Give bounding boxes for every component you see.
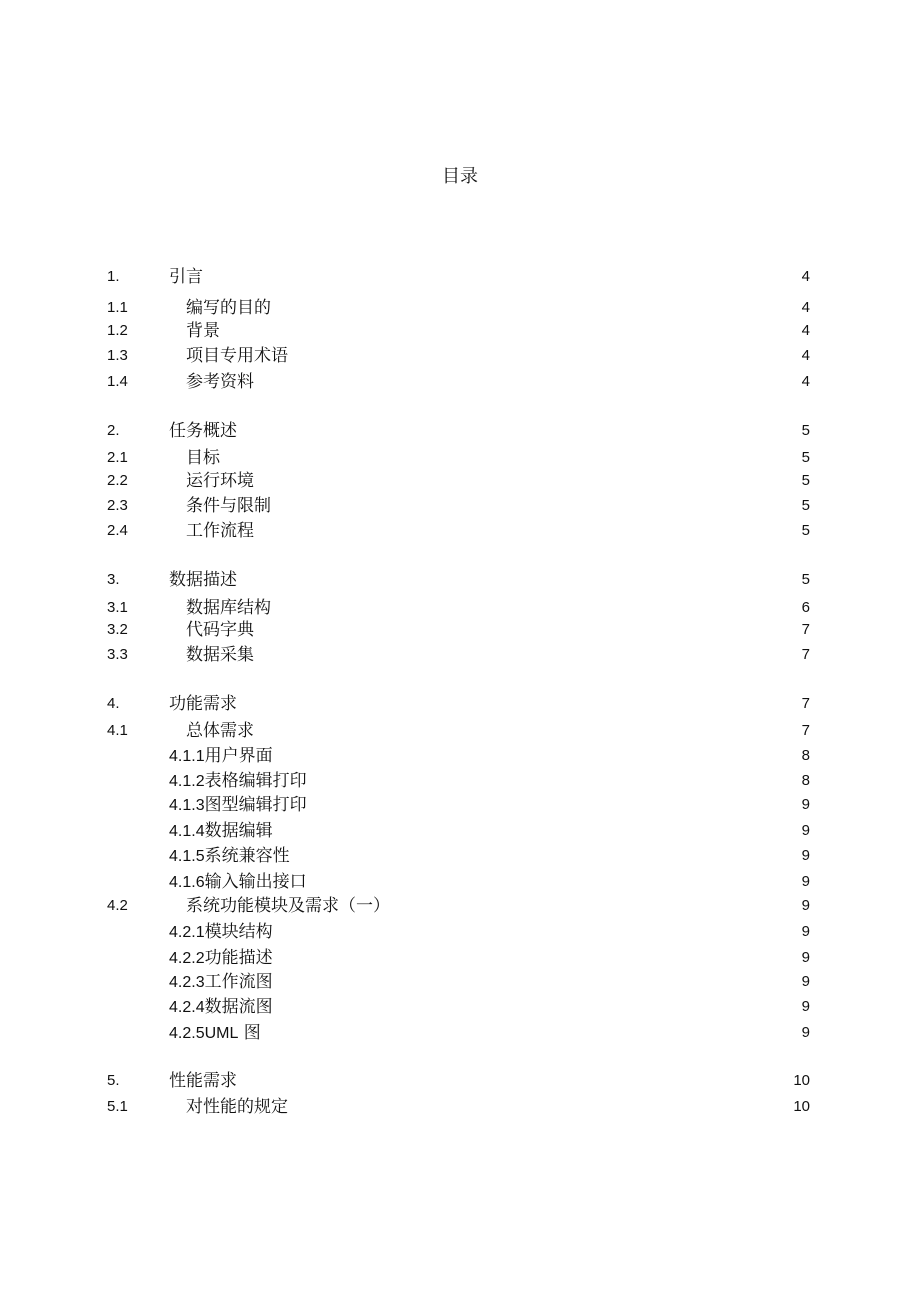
toc-entry[interactable] — [0, 266, 920, 288]
toc-entry[interactable] — [0, 895, 920, 917]
toc-entry-title — [186, 371, 254, 393]
toc-entry[interactable] — [0, 971, 920, 993]
toc-entry-title — [186, 345, 288, 367]
toc-entry-text: 模块结构 — [204, 922, 273, 942]
toc-entry-title — [169, 420, 237, 442]
toc-entry-code: 4.2.3 — [169, 974, 205, 991]
toc-entry-title — [169, 971, 273, 994]
toc-entry-title — [186, 520, 254, 542]
toc-entry-text: 工作流图 — [204, 972, 273, 992]
toc-entry-page: 9 — [801, 1024, 810, 1041]
toc-entry-number: 3.3 — [107, 646, 128, 663]
toc-entry-title — [186, 447, 220, 469]
toc-entry-title — [186, 895, 390, 917]
toc-entry-page: 9 — [801, 949, 810, 966]
toc-entry[interactable] — [0, 871, 920, 893]
toc-entry-title — [186, 720, 254, 742]
toc-entry[interactable] — [0, 693, 920, 715]
toc-entry[interactable] — [0, 720, 920, 742]
toc-entry-number: 2.1 — [107, 449, 128, 466]
toc-entry[interactable] — [0, 619, 920, 641]
toc-entry-text: 背景 — [186, 321, 220, 341]
toc-entry-page: 9 — [801, 873, 810, 890]
toc-entry-number: 1.1 — [107, 299, 128, 316]
toc-entry[interactable] — [0, 921, 920, 943]
toc-entry-page: 5 — [801, 497, 810, 514]
toc-entry-title — [169, 569, 237, 591]
toc-entry-code: 4.2.4 — [169, 999, 205, 1016]
toc-entry-number: 2. — [107, 422, 120, 439]
toc-entry-code: 4.1.1 — [169, 748, 205, 765]
toc-entry-page: 9 — [801, 897, 810, 914]
toc-entry-title — [169, 1070, 237, 1092]
toc-entry-title — [169, 947, 273, 970]
toc-entry-page: 4 — [801, 347, 810, 364]
toc-entry-title — [186, 320, 220, 342]
toc-entry-text: 功能描述 — [204, 948, 273, 968]
toc-entry-page: 9 — [801, 998, 810, 1015]
toc-entry-number: 3. — [107, 571, 120, 588]
toc-entry-page: 4 — [801, 268, 810, 285]
toc-entry-title — [169, 693, 237, 715]
toc-entry[interactable] — [0, 947, 920, 969]
toc-entry-page: 4 — [801, 299, 810, 316]
toc-entry-number: 3.1 — [107, 599, 128, 616]
toc-entry-text: 工作流程 — [186, 521, 254, 541]
toc-entry[interactable] — [0, 820, 920, 842]
toc-entry-number: 1.3 — [107, 347, 128, 364]
toc-entry-text: 数据库结构 — [186, 598, 271, 618]
toc-entry-title — [169, 1022, 261, 1045]
toc-entry[interactable] — [0, 495, 920, 517]
toc-entry-title — [169, 845, 290, 868]
toc-entry-text: 系统兼容性 — [204, 846, 290, 866]
toc-entry-title — [186, 1096, 288, 1118]
toc-entry[interactable] — [0, 420, 920, 442]
toc-entry-number: 2.4 — [107, 522, 128, 539]
toc-entry-title — [186, 495, 271, 517]
toc-entry-title — [186, 597, 271, 619]
toc-entry[interactable] — [0, 644, 920, 666]
toc-entry-page: 5 — [801, 571, 810, 588]
toc-entry[interactable] — [0, 770, 920, 792]
toc-entry-number: 4.2 — [107, 897, 128, 914]
toc-entry-text: 编写的目的 — [186, 298, 271, 318]
toc-entry[interactable] — [0, 470, 920, 492]
toc-entry-number: 2.3 — [107, 497, 128, 514]
toc-entry-page: 10 — [793, 1098, 810, 1115]
toc-entry-title — [186, 619, 254, 641]
toc-entry[interactable] — [0, 794, 920, 816]
toc-title: 目录 — [442, 166, 478, 187]
toc-entry-code: 4.1.3 — [169, 797, 205, 814]
toc-entry-title — [169, 745, 273, 768]
toc-entry-number: 1.2 — [107, 322, 128, 339]
toc-entry[interactable] — [0, 297, 920, 319]
toc-entry-title — [186, 297, 271, 319]
toc-entry-code: 4.1.4 — [169, 823, 205, 840]
toc-entry-text: 引言 — [169, 267, 203, 287]
toc-entry-page: 7 — [801, 646, 810, 663]
toc-entry-code: 4.2.2 — [169, 950, 205, 967]
toc-entry-code: 4.1.2 — [169, 773, 205, 790]
toc-entry-page: 9 — [801, 822, 810, 839]
toc-entry-text: 总体需求 — [186, 721, 254, 741]
toc-entry-title — [169, 794, 307, 817]
toc-entry-page: 9 — [801, 973, 810, 990]
toc-entry-text: 输入输出接口 — [204, 872, 307, 892]
toc-entry-text: 表格编辑打印 — [204, 771, 307, 791]
toc-entry-text: 条件与限制 — [186, 496, 271, 516]
toc-entry-text: 目标 — [186, 448, 220, 468]
toc-entry-title — [169, 871, 307, 894]
toc-entry-code: 4.2.1 — [169, 924, 205, 941]
toc-entry-code: 4.1.6 — [169, 874, 205, 891]
toc-entry-text: 任务概述 — [169, 421, 237, 441]
toc-entry[interactable] — [0, 1070, 920, 1092]
toc-entry-page: 8 — [801, 747, 810, 764]
toc-entry-text: 性能需求 — [169, 1071, 237, 1091]
toc-entry-text: 系统功能模块及需求（一） — [186, 896, 390, 916]
toc-entry[interactable] — [0, 345, 920, 367]
toc-entry-title — [169, 921, 273, 944]
toc-entry-number: 3.2 — [107, 621, 128, 638]
toc-entry-text: 图型编辑打印 — [204, 795, 307, 815]
toc-entry-page: 7 — [801, 621, 810, 638]
toc-entry[interactable] — [0, 597, 920, 619]
toc-entry-text: 数据编辑 — [204, 821, 273, 841]
toc-entry-text: 图 — [243, 1023, 261, 1043]
toc-entry-page: 7 — [801, 695, 810, 712]
toc-entry-title — [186, 470, 254, 492]
toc-entry-page: 4 — [801, 373, 810, 390]
toc-entry-page: 4 — [801, 322, 810, 339]
toc-entry-page: 7 — [801, 722, 810, 739]
toc-entry-text: 数据采集 — [186, 645, 254, 665]
toc-entry-text: 代码字典 — [186, 620, 254, 640]
toc-entry-text: 功能需求 — [169, 694, 237, 714]
toc-entry-number: 1. — [107, 268, 120, 285]
toc-entry-page: 9 — [801, 847, 810, 864]
toc-entry-number: 1.4 — [107, 373, 128, 390]
toc-entry-page: 5 — [801, 472, 810, 489]
toc-entry[interactable] — [0, 520, 920, 542]
toc-entry-title — [169, 996, 273, 1019]
toc-entry[interactable] — [0, 745, 920, 767]
toc-entry-title — [169, 820, 273, 843]
toc-entry-page: 9 — [801, 923, 810, 940]
toc-entry-code: 4.2.5UML — [169, 1025, 239, 1042]
toc-entry-page: 9 — [801, 796, 810, 813]
toc-entry-text: 参考资料 — [186, 372, 254, 392]
toc-entry-text: 数据流图 — [204, 997, 273, 1017]
toc-entry[interactable] — [0, 371, 920, 393]
toc-entry-text: 用户界面 — [204, 746, 273, 766]
toc-entry-title — [186, 644, 254, 666]
toc-entry-page: 8 — [801, 772, 810, 789]
toc-entry-text: 项目专用术语 — [186, 346, 288, 366]
toc-entry-page: 6 — [801, 599, 810, 616]
toc-entry[interactable] — [0, 569, 920, 591]
toc-entry[interactable] — [0, 320, 920, 342]
toc-entry-title — [169, 266, 203, 288]
toc-entry-page: 5 — [801, 522, 810, 539]
toc-entry[interactable] — [0, 845, 920, 867]
toc-entry-number: 5.1 — [107, 1098, 128, 1115]
toc-entry[interactable] — [0, 1022, 920, 1044]
toc-entry[interactable] — [0, 996, 920, 1018]
toc-entry-code: 4.1.5 — [169, 848, 205, 865]
toc-entry-page: 10 — [793, 1072, 810, 1089]
toc-entry-text: 数据描述 — [169, 570, 237, 590]
toc-entry[interactable] — [0, 1096, 920, 1118]
toc-entry-page: 5 — [801, 449, 810, 466]
toc-entry[interactable] — [0, 447, 920, 469]
toc-entry-text: 运行环境 — [186, 471, 254, 491]
toc-entry-title — [169, 770, 307, 793]
toc-entry-number: 4. — [107, 695, 120, 712]
toc-entry-number: 5. — [107, 1072, 120, 1089]
toc-entry-page: 5 — [801, 422, 810, 439]
toc-entry-number: 2.2 — [107, 472, 128, 489]
toc-entry-text: 对性能的规定 — [186, 1097, 288, 1117]
toc-entry-number: 4.1 — [107, 722, 128, 739]
